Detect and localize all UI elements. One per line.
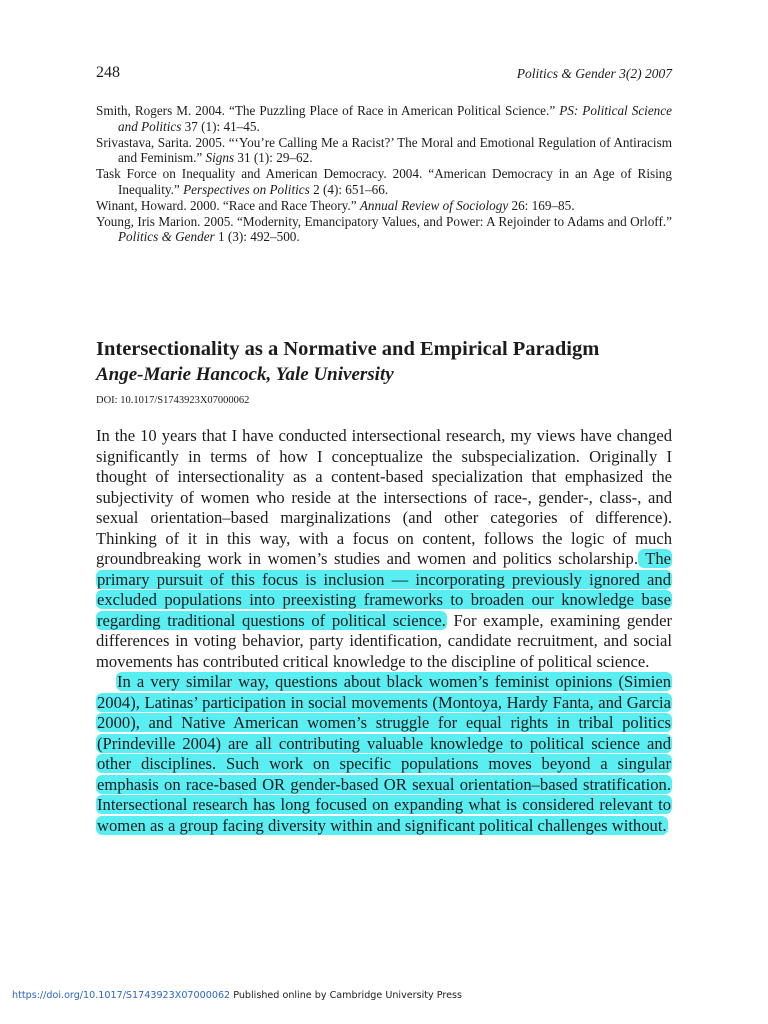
reference-list	[96, 103, 672, 245]
body-text: In the 10 years that I have conducted intersectional research, my views have changed significantly in terms of how I conceptualize the subspecialization. Originally I thought of intersectionality as a content-based specialization that emphasized the subjectivity of women who reside at the intersections of race-, gender-, class-, and sexual orientation–based marginalizations (and other categories of difference). Thinking of it in this way, with a focus on content, follows the logic of much groundbreaking work in women’s studies and women and politics scholarship.	[96, 426, 672, 568]
page-footer	[12, 990, 462, 1001]
page-number: 248	[96, 64, 120, 81]
reference-item: Task Force on Inequality and American Democracy. 2004. “American Democracy in an Age of Rising Inequality.” Perspectives on Politics 2 (4): 651–66.	[96, 166, 672, 197]
highlighted-text: In a very similar way, questions about black women’s feminist opinions (Simien 2004), Latinas’ participation in social movements (Montoya, Hardy Fanta, and Garcia 2000), and Native American women’s struggle for equal rights in tribal politics (Prindeville 2004) are all contributing valuable knowledge to political science and other disciplines. Such work on specific populations moves beyond a singular emphasis on race-based OR gender-based OR sexual orientation–based stratification. Intersectional research has long focused on expanding what is considered relevant to women as a group facing diversity within and significant political challenges without.	[97, 672, 671, 835]
article-doi: DOI: 10.1017/S1743923X07000062	[96, 395, 250, 406]
running-header	[96, 64, 672, 86]
reference-item: Winant, Howard. 2000. “Race and Race Theory.” Annual Review of Sociology 26: 169–85.	[96, 197, 575, 213]
journal-citation: Politics & Gender 3(2) 2007	[516, 66, 672, 81]
article-title: Intersectionality as a Normative and Empirical Paradigm	[96, 338, 600, 360]
doi-link[interactable]: https://doi.org/10.1017/S1743923X07000062	[12, 990, 231, 1001]
paragraph	[96, 426, 672, 672]
publisher-note: Published online by Cambridge University Press	[230, 990, 463, 1001]
article-body	[96, 426, 672, 836]
highlighted-text: The primary pursuit of this focus is inclusion — incorporating previously ignored and excluded populations into preexisting frameworks to broaden our knowledge base regarding traditional questions of political science.	[97, 549, 671, 630]
reference-item: Young, Iris Marion. 2005. “Modernity, Emancipatory Values, and Power: A Rejoinder to Adams and Orloff.” Politics & Gender 1 (3): 492–500.	[96, 213, 672, 245]
reference-item: Srivastava, Sarita. 2005. “‘You’re Calling Me a Racist?’ The Moral and Emotional Regulation of Antiracism and Feminism.” Signs 31 (1): 29–62.	[96, 134, 672, 166]
reference-item: Smith, Rogers M. 2004. “The Puzzling Place of Race in American Political Science.” PS: Political Science and Politics 37 (1): 41–45.	[96, 103, 672, 134]
article-author: Ange-Marie Hancock, Yale University	[96, 364, 394, 385]
body-text: For example, examining gender differences in voting behavior, party identification, candidate recruitment, and social movements has contributed critical knowledge to the discipline of political science.	[96, 610, 672, 671]
paragraph	[96, 672, 672, 836]
